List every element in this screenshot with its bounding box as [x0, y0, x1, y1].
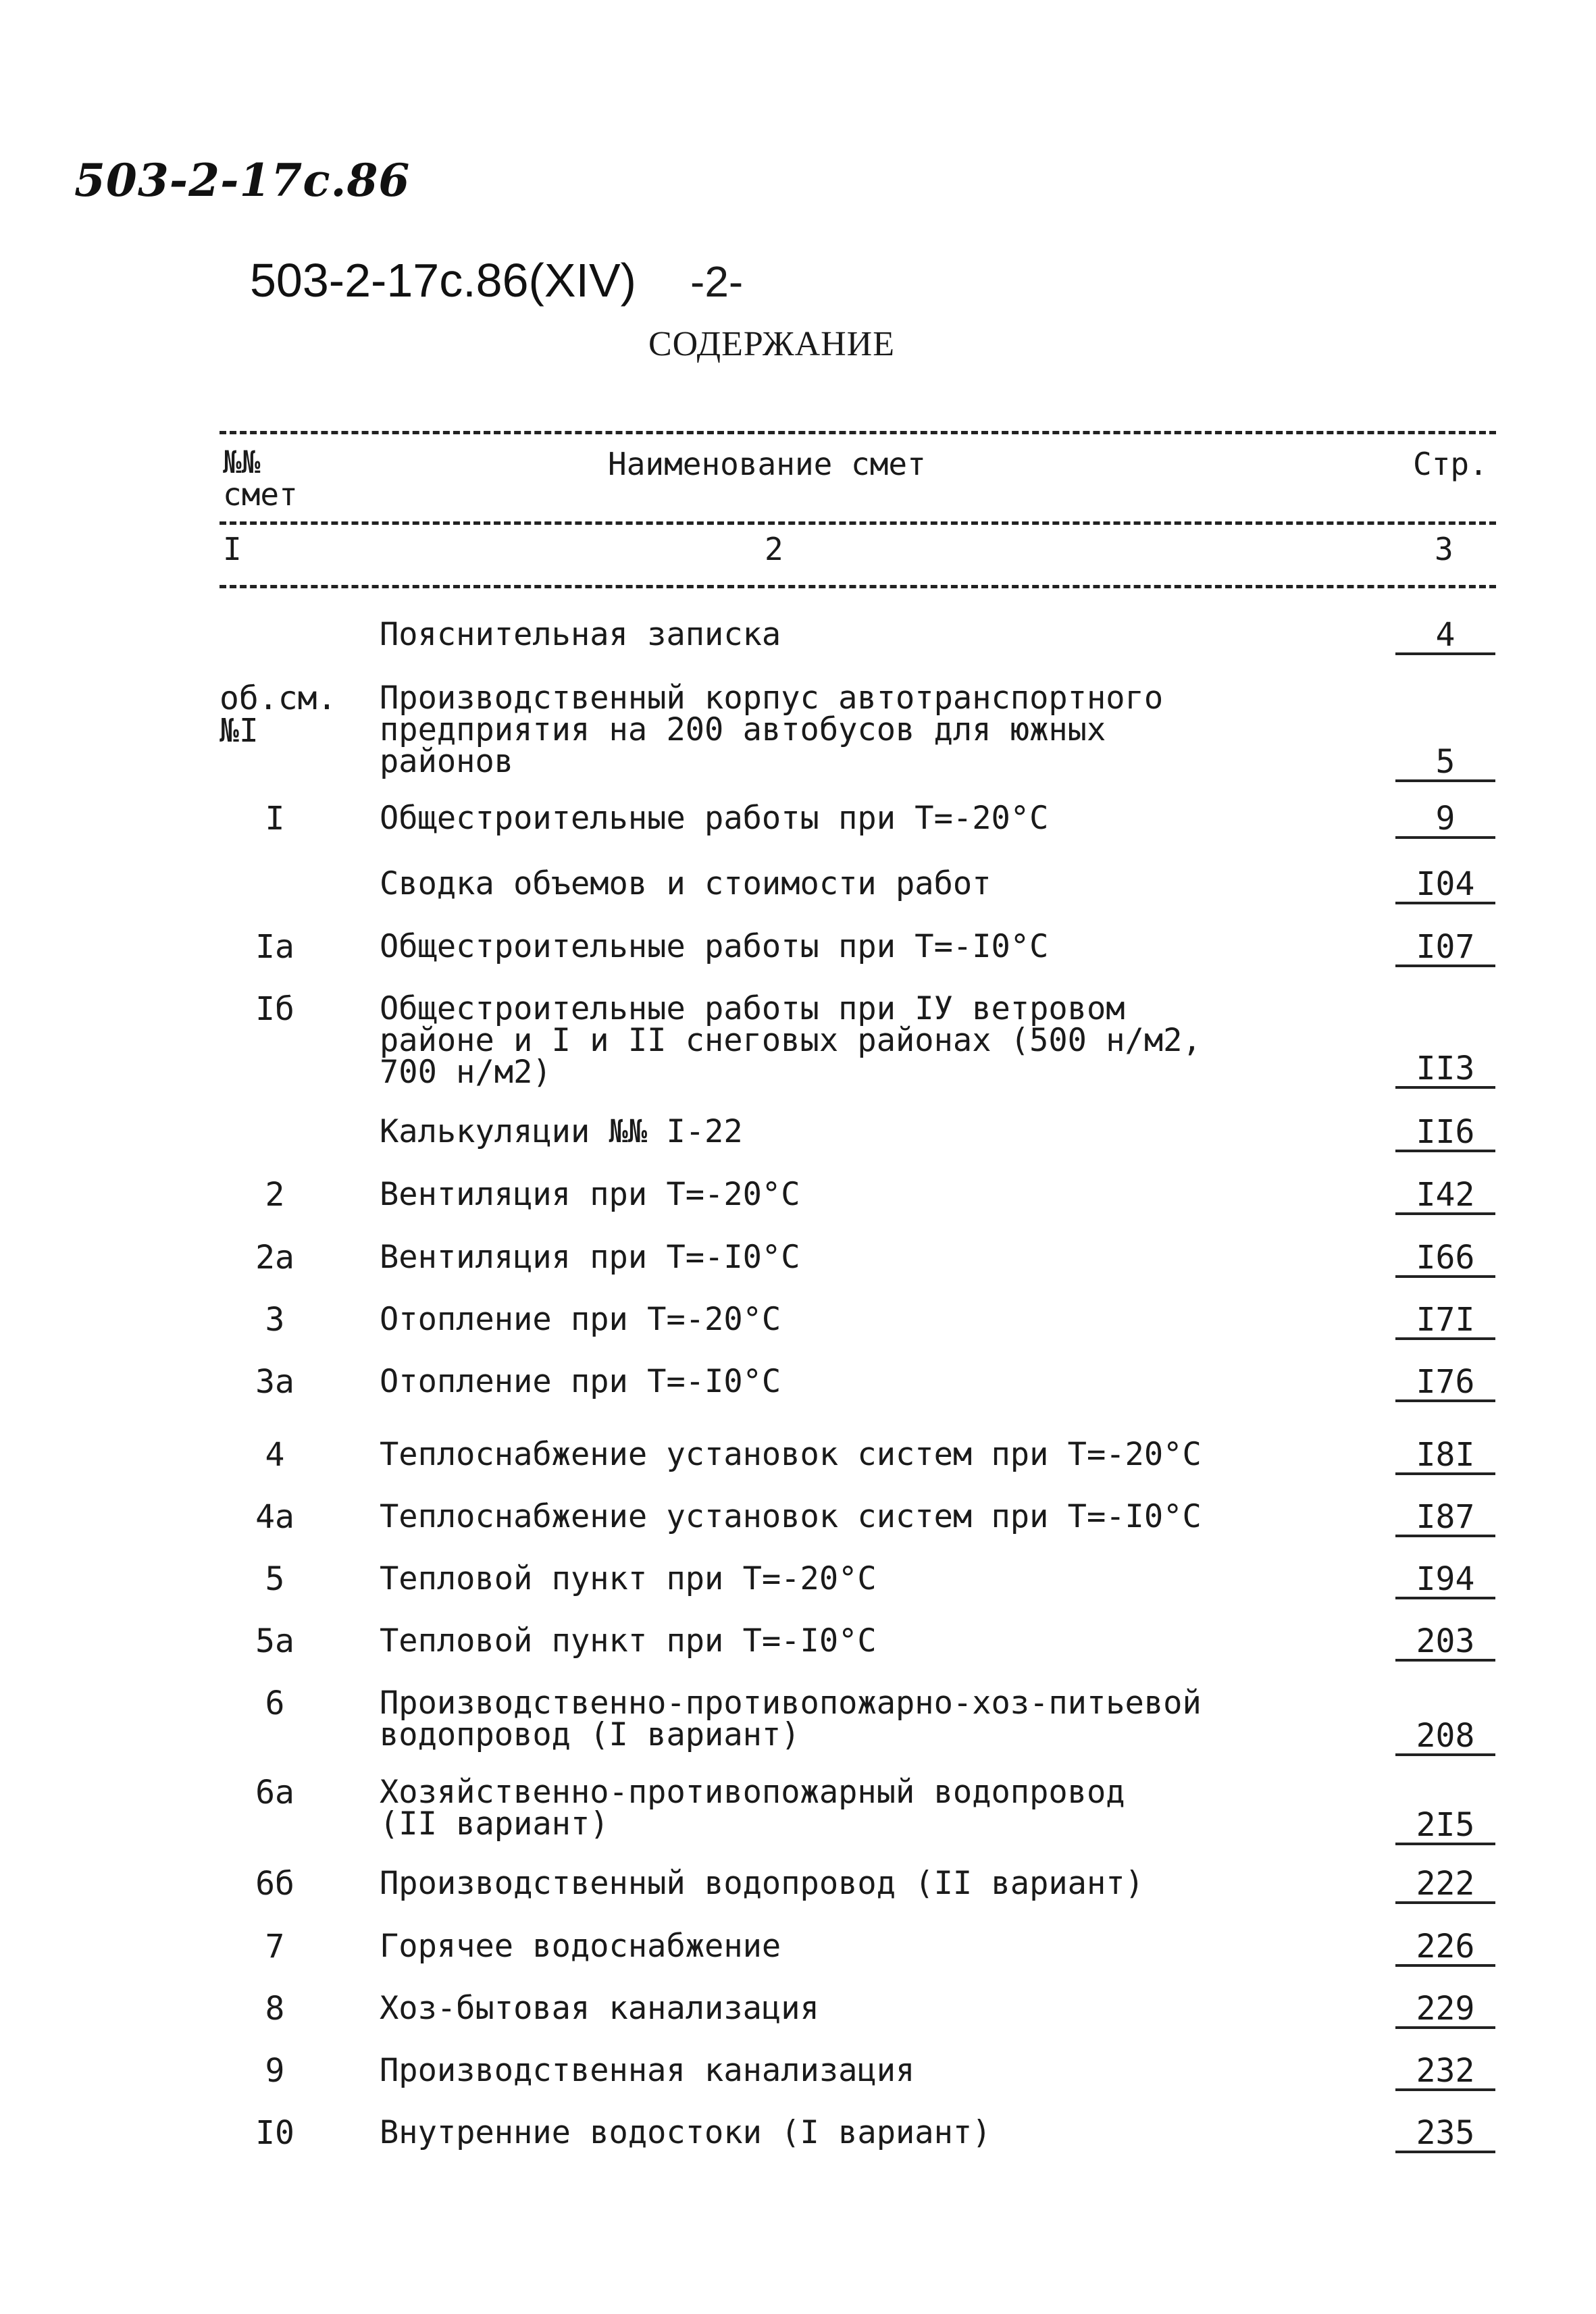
page-reference: 226 [1395, 1930, 1495, 1967]
estimate-name: Вентиляция при Т=-20°С [380, 1176, 800, 1213]
header-rule [220, 521, 1496, 525]
page-reference: 4 [1395, 619, 1495, 655]
estimate-name: Общестроительные работы при Т=-20°С [380, 800, 1049, 837]
estimate-name: Отопление при Т=-20°С [380, 1301, 781, 1338]
page-reference: I76 [1395, 1366, 1495, 1402]
estimate-number: I [265, 800, 285, 838]
estimate-name: Горячее водоснабжение [380, 1928, 781, 1965]
column-header-number: №№ смет [223, 444, 298, 513]
page-reference: 2I5 [1395, 1809, 1495, 1845]
estimate-number: 2 [265, 1176, 285, 1214]
page-reference: II3 [1395, 1052, 1495, 1089]
estimate-name: Производственно-противопожарно-хоз-питьевой водопровод (I вариант) [380, 1685, 1202, 1753]
estimate-number: 6а [255, 1774, 294, 1811]
estimate-number: 4а [255, 1498, 294, 1536]
page-reference: 235 [1395, 2117, 1495, 2153]
estimate-number: 8 [265, 1990, 285, 2028]
page-reference: I8I [1395, 1439, 1495, 1475]
estimate-name: Тепловой пункт при Т=-20°С [380, 1560, 877, 1597]
estimate-name: Вентиляция при Т=-I0°С [380, 1239, 800, 1276]
estimate-name: Сводка объемов и стоимости работ [380, 865, 992, 902]
estimate-number: I0 [255, 2114, 294, 2152]
column-number-2: 2 [765, 531, 783, 567]
estimate-number: 3а [255, 1363, 294, 1401]
page-reference: I42 [1395, 1179, 1495, 1215]
estimate-name: Производственный корпус автотранспортного предприятия на 200 автобусов для южных районов [380, 679, 1164, 780]
page-reference: I04 [1395, 868, 1495, 904]
estimate-name: Общестроительные работы при Т=-I0°С [380, 928, 1049, 965]
column-number-3: 3 [1435, 531, 1453, 567]
page-reference: 203 [1395, 1625, 1495, 1662]
column-header-name: Наименование смет [608, 446, 926, 482]
page-number: -2- [690, 257, 744, 306]
estimate-number: 5а [255, 1622, 294, 1660]
estimate-number: об.см. №I [220, 679, 337, 750]
page-reference: 5 [1395, 746, 1495, 782]
estimate-number: 5 [265, 1560, 285, 1598]
handwritten-document-code: 503-2-17с.86 [74, 154, 411, 207]
page-reference: 222 [1395, 1868, 1495, 1904]
estimate-name: Калькуляции №№ I-22 [380, 1113, 743, 1150]
table-top-rule [220, 431, 1496, 434]
estimate-number: 6б [255, 1865, 294, 1903]
estimate-number: Iа [255, 928, 294, 966]
page-reference: I7I [1395, 1304, 1495, 1340]
document-code: 503-2-17с.86(XIV) [250, 254, 636, 307]
estimate-number: 7 [265, 1928, 285, 1965]
estimate-name: Теплоснабжение установок систем при Т=-20°С [380, 1436, 1202, 1473]
estimate-name: Производственный водопровод (II вариант) [380, 1865, 1144, 1902]
column-numbers-rule [220, 585, 1496, 588]
estimate-number: 6 [265, 1685, 285, 1722]
page-reference: I87 [1395, 1501, 1495, 1537]
page-reference: 232 [1395, 2055, 1495, 2091]
estimate-name: Отопление при Т=-I0°С [380, 1363, 781, 1400]
estimate-number: 3 [265, 1301, 285, 1339]
page-reference: I94 [1395, 1563, 1495, 1599]
page-reference: I07 [1395, 931, 1495, 967]
estimate-number: Iб [255, 990, 294, 1028]
estimate-name: Теплоснабжение установок систем при Т=-I0°С [380, 1498, 1202, 1535]
estimate-number: 2а [255, 1239, 294, 1277]
estimate-name: Тепловой пункт при Т=-I0°С [380, 1622, 877, 1660]
estimate-number: 9 [265, 2052, 285, 2090]
page-reference: 229 [1395, 1992, 1495, 2029]
estimate-name: Хоз-бытовая канализация [380, 1990, 819, 2027]
estimate-number: 4 [265, 1436, 285, 1474]
page-reference: I66 [1395, 1241, 1495, 1278]
estimate-name: Производственная канализация [380, 2052, 915, 2089]
page-reference: 208 [1395, 1720, 1495, 1756]
estimate-name: Общестроительные работы при IУ ветровом районе и I и II снеговых районах (500 н/м2, 700 н/м2) [380, 990, 1202, 1091]
page-reference: 9 [1395, 802, 1495, 839]
estimate-name: Пояснительная записка [380, 616, 781, 653]
column-header-page: Стр. [1413, 446, 1488, 482]
estimate-name: Внутренние водостоки (I вариант) [380, 2114, 992, 2151]
estimate-name: Хозяйственно-противопожарный водопровод (II вариант) [380, 1774, 1125, 1843]
column-number-1: I [223, 531, 242, 567]
page-reference: II6 [1395, 1116, 1495, 1152]
page-title: СОДЕРЖАНИЕ [648, 325, 895, 363]
